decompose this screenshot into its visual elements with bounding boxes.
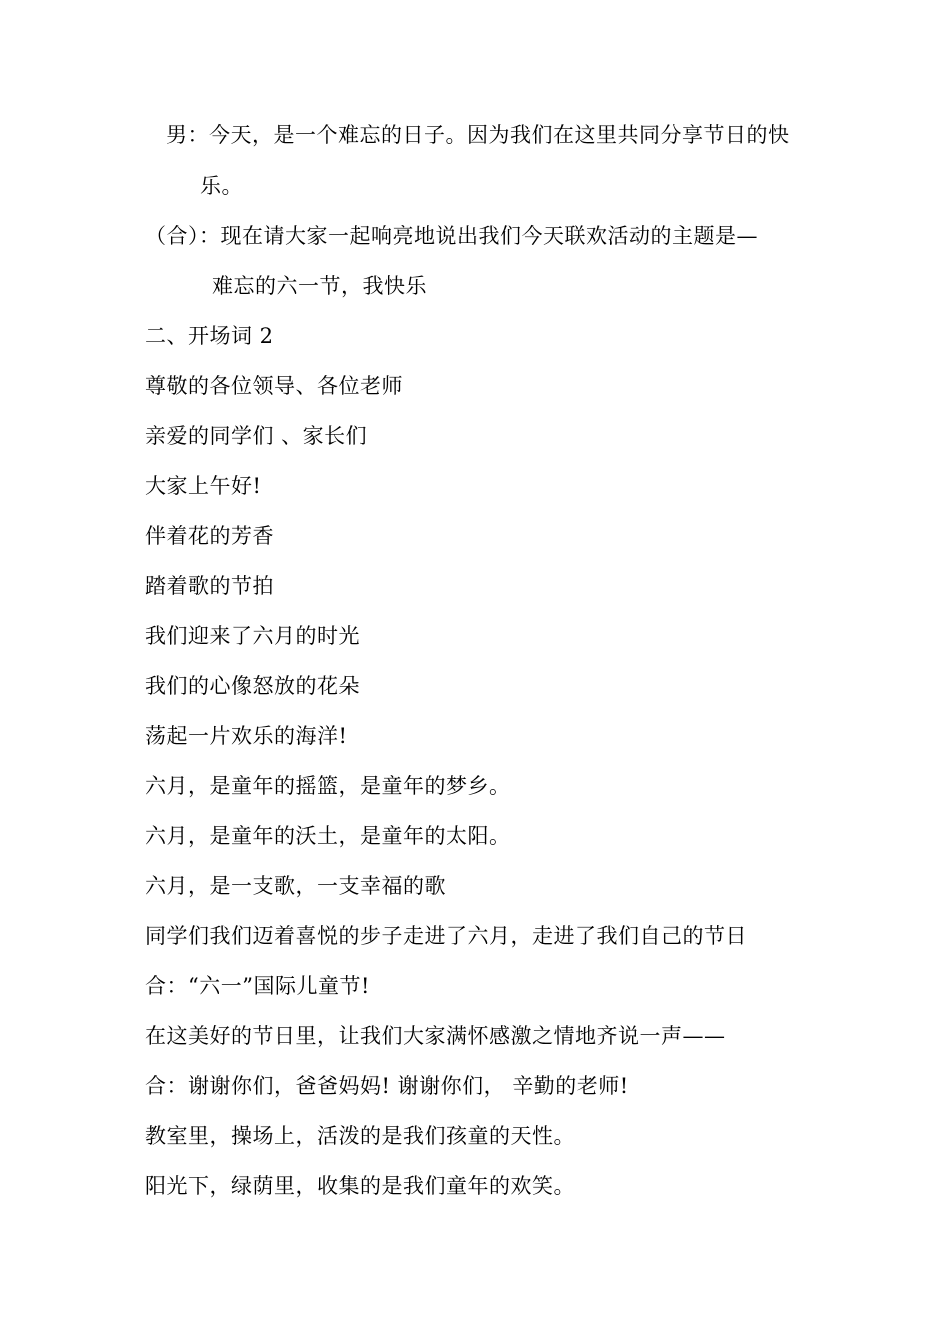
text-line: 男：今天，是一个难忘的日子。因为我们在这里共同分享节日的快: [166, 123, 790, 147]
text-line: 乐。: [200, 174, 243, 198]
section-heading: 二、开场词 2: [145, 324, 274, 348]
text-line: 在这美好的节日里，让我们大家满怀感激之情地齐说一声——: [145, 1024, 726, 1048]
text-line: （合）：现在请大家一起响亮地说出我们今天联欢活动的主题是—: [145, 224, 758, 248]
text-line: 我们迎来了六月的时光: [145, 624, 360, 648]
text-line: 同学们我们迈着喜悦的步子走进了六月，走进了我们自己的节日: [145, 924, 747, 948]
text-line: 难忘的六一节，我快乐: [212, 274, 427, 298]
text-line: 亲爱的同学们 、家长们: [145, 424, 368, 448]
text-line: 六月，是童年的沃土，是童年的太阳。: [145, 824, 511, 848]
text-line: 荡起一片欢乐的海洋!: [145, 724, 348, 748]
text-line: 尊敬的各位领导、各位老师: [145, 374, 403, 398]
text-line: 大家上午好!: [145, 474, 262, 498]
text-line: 六月，是一支歌，一支幸福的歌: [145, 874, 446, 898]
text-line: 教室里，操场上，活泼的是我们孩童的天性。: [145, 1124, 575, 1148]
text-line: 阳光下，绿荫里，收集的是我们童年的欢笑。: [145, 1174, 575, 1198]
text-line: 六月，是童年的摇篮，是童年的梦乡。: [145, 774, 511, 798]
text-line: 合：谢谢你们，爸爸妈妈! 谢谢你们， 辛勤的老师!: [145, 1074, 629, 1098]
text-line: 合：“六一”国际儿童节!: [145, 974, 370, 998]
text-line: 我们的心像怒放的花朵: [145, 674, 360, 698]
text-line: 踏着歌的节拍: [145, 574, 274, 598]
text-line: 伴着花的芳香: [145, 524, 274, 548]
